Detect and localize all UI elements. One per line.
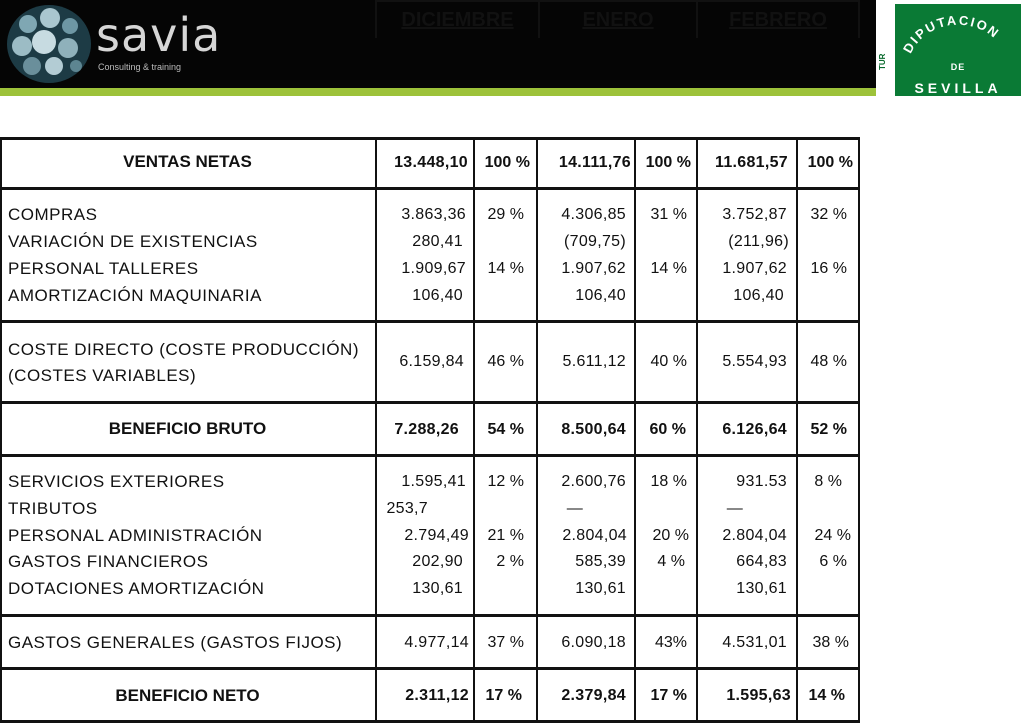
ventas-netas-ene-pct: 100 % [645,154,691,171]
cell-compras-feb: 3.752,87 [722,206,787,223]
vline-ene-pct [634,137,636,723]
beneficio-bruto-feb: 6.126,64 [722,421,787,438]
beneficio-neto-feb: 1.595,63 [726,687,791,704]
beneficio-neto-feb-pct: 14 % [808,687,845,704]
rule-ventas-top [0,137,860,140]
cell-servicios-dic-pct: 12 % [487,473,524,490]
partner-strip [876,0,894,96]
rule-table-bottom [0,720,860,723]
savia-logo-icon [6,4,92,84]
rule-ventas-bottom [0,187,860,190]
coste-directo-label-2: (COSTES VARIABLES) [8,366,197,385]
cell-gastos-fin-dic-pct: 2 % [496,553,524,570]
cell-servicios-ene-pct: 18 % [650,473,687,490]
cell-variacion-feb: (211,96) [728,233,789,250]
cell-gastos-fin-ene: 585,39 [575,553,626,570]
row-label-servicios-exteriores: SERVICIOS EXTERIORES [8,472,225,491]
gastos-generales-ene: 6.090,18 [561,634,626,651]
beneficio-bruto-dic-pct: 54 % [487,421,524,438]
diputacion-logo [895,4,1021,96]
gastos-generales-feb: 4.531,01 [722,634,787,651]
month-header-enero: ENERO [538,0,698,38]
rule-gastos-bottom [0,614,860,617]
ventas-netas-dic: 13.448,10 [394,154,468,171]
gastos-generales-feb-pct: 38 % [812,634,849,651]
coste-directo-feb-pct: 48 % [810,353,847,370]
cell-gastos-fin-feb-pct: 6 % [819,553,847,570]
row-label-variacion: VARIACIÓN DE EXISTENCIAS [8,232,258,251]
cell-dotaciones-feb: 130,61 [736,580,787,597]
cell-personal-talleres-ene: 1.907,62 [561,260,626,277]
cell-personal-admin-feb-pct: 24 % [814,527,851,544]
cell-gastos-fin-feb: 664,83 [736,553,787,570]
partner-strip-text: TUR [878,53,887,70]
header-green-rule [0,88,876,96]
cell-servicios-dic: 1.595,41 [401,473,466,490]
cell-servicios-ene: 2.600,76 [561,473,626,490]
beneficio-neto-ene-pct: 17 % [650,687,687,704]
cell-personal-talleres-feb-pct: 16 % [810,260,847,277]
coste-directo-feb: 5.554,93 [722,353,787,370]
cell-personal-talleres-feb: 1.907,62 [722,260,787,277]
gastos-generales-dic: 4.977,14 [404,634,469,651]
row-label-compras: COMPRAS [8,205,98,224]
ventas-netas-dic-pct: 100 % [484,154,530,171]
cell-tributos-dic: 253,7 [386,500,428,517]
row-label-gastos-financieros: GASTOS FINANCIEROS [8,552,209,571]
cell-personal-admin-feb: 2.804,04 [722,527,787,544]
cell-personal-talleres-dic: 1.909,67 [401,260,466,277]
vline-ene [536,137,538,723]
cell-compras-dic: 3.863,36 [401,206,466,223]
beneficio-bruto-feb-pct: 52 % [810,421,847,438]
gastos-generales-label: GASTOS GENERALES (GASTOS FIJOS) [8,633,343,652]
coste-directo-ene-pct: 40 % [650,353,687,370]
ventas-netas-feb-pct: 100 % [807,154,853,171]
cell-dotaciones-dic: 130,61 [412,580,463,597]
beneficio-neto-dic-pct: 17 % [485,687,522,704]
cell-compras-dic-pct: 29 % [487,206,524,223]
beneficio-bruto-label: BENEFICIO BRUTO [108,419,267,438]
rule-costes-bottom [0,320,860,323]
rule-bruto-bottom [0,454,860,457]
coste-directo-label-1: COSTE DIRECTO (COSTE PRODUCCIÓN) [8,340,359,359]
svg-text:DIPUTACION: DIPUTACION [899,12,1003,56]
cell-gastos-fin-dic: 202,90 [412,553,463,570]
cell-servicios-feb-pct: 8 % [814,473,842,490]
ventas-netas-ene: 14.111,76 [558,154,631,171]
brand-name: savia [96,8,222,62]
diputacion-city: SEVILLA [914,80,1002,96]
cell-personal-talleres-ene-pct: 14 % [650,260,687,277]
cell-amortizacion-maquinaria-dic: 106,40 [412,287,463,304]
cell-compras-feb-pct: 32 % [810,206,847,223]
coste-directo-dic: 6.159,84 [399,353,464,370]
vline-dic-pct [473,137,475,723]
coste-directo-dic-pct: 46 % [487,353,524,370]
cell-variacion-ene: (709,75) [564,233,626,250]
month-header-febrero: FEBRERO [696,0,860,38]
cell-personal-talleres-dic-pct: 14 % [487,260,524,277]
ventas-netas-label: VENTAS NETAS [123,152,252,171]
cell-personal-admin-dic: 2.794,49 [404,527,469,544]
beneficio-bruto-ene-pct: 60 % [649,421,686,438]
cell-tributos-ene: — [566,500,583,517]
cell-compras-ene: 4.306,85 [561,206,626,223]
gastos-generales-ene-pct: 43% [654,634,687,651]
cell-dotaciones-ene: 130,61 [575,580,626,597]
rule-generales-bottom [0,667,860,670]
beneficio-bruto-dic: 7.288,26 [394,421,459,438]
cell-personal-admin-ene-pct: 20 % [652,527,689,544]
cell-personal-admin-ene: 2.804,04 [562,527,627,544]
row-label-amortizacion-maquinaria: AMORTIZACIÓN MAQUINARIA [8,286,262,305]
diputacion-de: DE [950,62,966,72]
row-label-personal-talleres: PERSONAL TALLERES [8,259,199,278]
cell-gastos-fin-ene-pct: 4 % [657,553,685,570]
row-label-tributos: TRIBUTOS [8,499,98,518]
cell-personal-admin-dic-pct: 21 % [487,527,524,544]
brand-tagline: Consulting & training [98,62,182,72]
gastos-generales-dic-pct: 37 % [487,634,524,651]
cell-amortizacion-maquinaria-ene: 106,40 [575,287,626,304]
vline-feb [696,137,698,723]
ventas-netas-feb: 11.681,57 [715,154,788,171]
cell-tributos-feb: — [726,500,743,517]
cell-variacion-dic: 280,41 [412,233,463,250]
cell-compras-ene-pct: 31 % [650,206,687,223]
cell-servicios-feb: 931.53 [736,473,787,490]
beneficio-neto-ene: 2.379,84 [561,687,626,704]
beneficio-bruto-ene: 8.500,64 [561,421,626,438]
vline-feb-pct [796,137,798,723]
coste-directo-ene: 5.611,12 [562,353,626,370]
cell-amortizacion-maquinaria-feb: 106,40 [733,287,784,304]
row-label-personal-administracion: PERSONAL ADMINISTRACIÓN [8,526,263,545]
beneficio-neto-label: BENEFICIO NETO [115,686,260,705]
row-label-dotaciones-amortizacion: DOTACIONES AMORTIZACIÓN [8,579,265,598]
rule-coste-directo-bottom [0,401,860,404]
vline-dic [375,137,377,723]
beneficio-neto-dic: 2.311,12 [405,687,469,704]
month-header-diciembre: DICIEMBRE [375,0,540,38]
vline-right [858,137,860,723]
